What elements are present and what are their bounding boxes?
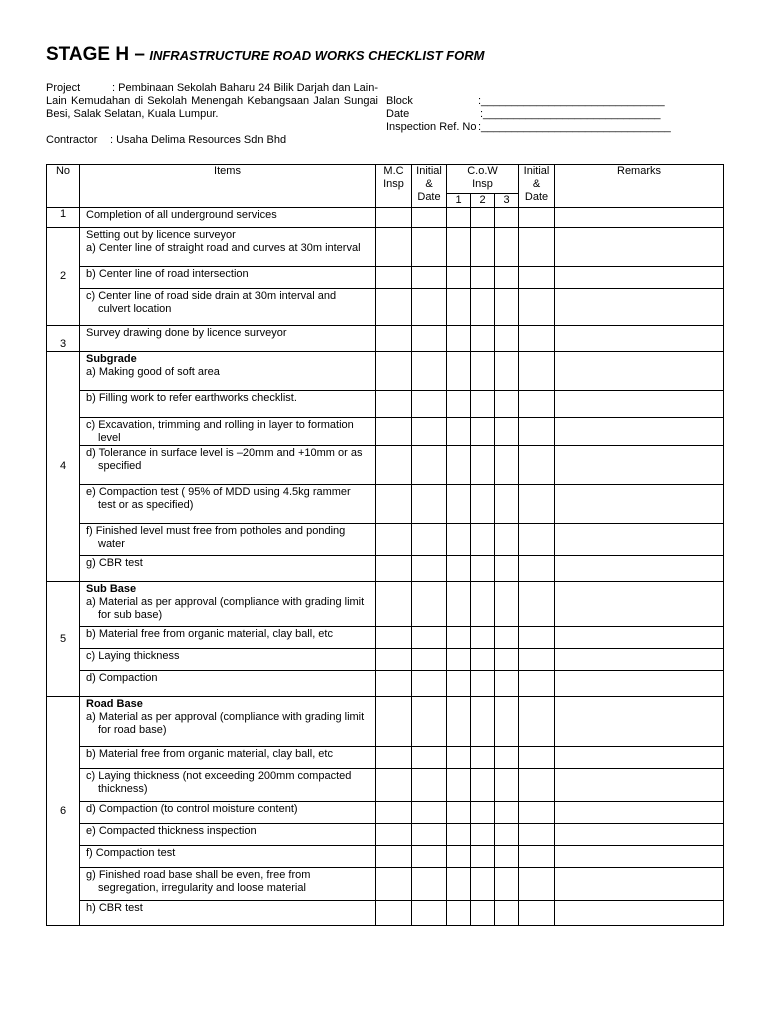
item-number: 2 <box>47 228 80 326</box>
form-subtitle: INFRASTRUCTURE ROAD WORKS CHECKLIST FORM <box>149 48 485 63</box>
remarks-cell[interactable] <box>555 868 724 901</box>
initial-date-cell[interactable] <box>412 868 447 901</box>
cow-insp-3-cell[interactable] <box>495 697 519 747</box>
cow-insp-1-cell[interactable] <box>447 289 471 326</box>
cow-insp-2-cell[interactable] <box>471 769 495 802</box>
remarks-cell[interactable] <box>555 228 724 267</box>
header-initial-date <box>412 165 447 208</box>
remarks-cell[interactable] <box>555 747 724 769</box>
cow-insp-3-cell[interactable] <box>495 627 519 649</box>
header-initial2-line1: Initial <box>523 165 550 177</box>
checklist-row <box>47 747 724 769</box>
mc-insp-cell[interactable] <box>376 901 412 926</box>
cow-insp-1-cell[interactable] <box>447 697 471 747</box>
cow-insp-3-cell[interactable] <box>495 846 519 868</box>
initial-date-2-cell[interactable] <box>519 769 555 802</box>
project-value: : Pembinaan Sekolah Baharu 24 Bilik Darjah dan Lain-Lain Kemudahan di Sekolah Menengah Kebangsaan Jalan Sungai Besi, Salak Selatan, Kuala Lumpur. <box>46 82 378 120</box>
cow-insp-2-cell[interactable] <box>471 228 495 267</box>
cow-insp-2-cell[interactable] <box>471 747 495 769</box>
remarks-cell[interactable] <box>555 649 724 671</box>
cow-insp-3-cell[interactable] <box>495 228 519 267</box>
cow-insp-1-cell[interactable] <box>447 485 471 524</box>
cow-insp-1-cell[interactable] <box>447 747 471 769</box>
section-title: Road Base <box>86 698 143 710</box>
block-field[interactable]: :______________________________ <box>478 95 665 107</box>
item-text: Setting out by licence surveyor <box>86 229 236 241</box>
initial-date-cell[interactable] <box>412 846 447 868</box>
initial-date-2-cell[interactable] <box>519 747 555 769</box>
header-mc-insp <box>376 165 412 208</box>
item-text: c) Excavation, trimming and rolling in layer to formation level <box>86 419 354 444</box>
initial-date-cell[interactable] <box>412 747 447 769</box>
item-text: g) CBR test <box>86 557 143 569</box>
initial-date-cell[interactable] <box>412 649 447 671</box>
mc-insp-cell[interactable] <box>376 418 412 446</box>
cow-insp-2-cell[interactable] <box>471 901 495 926</box>
date-label: Date <box>386 108 410 120</box>
item-text: a) Material as per approval (compliance with grading limit for sub base) <box>86 596 365 621</box>
header-remarks: Remarks <box>555 165 724 208</box>
item-description <box>80 747 376 769</box>
remarks-cell[interactable] <box>555 769 724 802</box>
initial-date-2-cell[interactable] <box>519 868 555 901</box>
item-description <box>80 671 376 697</box>
remarks-cell[interactable] <box>555 391 724 418</box>
initial-date-cell[interactable] <box>412 391 447 418</box>
item-description <box>80 485 376 524</box>
item-description <box>80 649 376 671</box>
cow-insp-2-cell[interactable] <box>471 556 495 582</box>
item-description <box>80 228 376 267</box>
initial-date-2-cell[interactable] <box>519 649 555 671</box>
mc-insp-cell[interactable] <box>376 802 412 824</box>
cow-insp-3-cell[interactable] <box>495 485 519 524</box>
cow-insp-3-cell[interactable] <box>495 769 519 802</box>
item-text: b) Filling work to refer earthworks checklist. <box>86 392 297 404</box>
mc-insp-cell[interactable] <box>376 556 412 582</box>
item-description <box>80 391 376 418</box>
mc-insp-cell[interactable] <box>376 289 412 326</box>
checklist-row <box>47 446 724 485</box>
initial-date-cell[interactable] <box>412 418 447 446</box>
cow-insp-2-cell[interactable] <box>471 868 495 901</box>
cow-insp-2-cell[interactable] <box>471 289 495 326</box>
item-text: b) Center line of road intersection <box>86 268 249 280</box>
initial-date-2-cell[interactable] <box>519 289 555 326</box>
mc-insp-cell[interactable] <box>376 446 412 485</box>
item-text: c) Laying thickness <box>86 650 180 662</box>
initial-date-2-cell[interactable] <box>519 901 555 926</box>
cow-insp-3-cell[interactable] <box>495 289 519 326</box>
checklist-row <box>47 846 724 868</box>
item-text: d) Compaction (to control moisture content) <box>86 803 298 815</box>
cow-insp-2-cell[interactable] <box>471 326 495 352</box>
checklist-table <box>46 164 724 926</box>
cow-insp-2-cell[interactable] <box>471 697 495 747</box>
header-initial2-line3: Date <box>524 191 549 203</box>
cow-insp-3-cell[interactable] <box>495 418 519 446</box>
checklist-row <box>47 824 724 846</box>
item-text: Survey drawing done by licence surveyor <box>86 327 287 339</box>
item-description <box>80 697 376 747</box>
initial-date-2-cell[interactable] <box>519 846 555 868</box>
cow-insp-1-cell[interactable] <box>447 868 471 901</box>
initial-date-2-cell[interactable] <box>519 446 555 485</box>
cow-insp-2-cell[interactable] <box>471 671 495 697</box>
cow-insp-2-cell[interactable] <box>471 418 495 446</box>
item-description <box>80 352 376 391</box>
cow-insp-1-cell[interactable] <box>447 326 471 352</box>
cow-insp-1-cell[interactable] <box>447 769 471 802</box>
item-description <box>80 901 376 926</box>
remarks-cell[interactable] <box>555 326 724 352</box>
mc-insp-cell[interactable] <box>376 747 412 769</box>
header-no: No <box>47 165 80 208</box>
initial-date-2-cell[interactable] <box>519 556 555 582</box>
mc-insp-cell[interactable] <box>376 267 412 289</box>
header-mc-line1: M.C <box>383 165 404 177</box>
remarks-cell[interactable] <box>555 352 724 391</box>
checklist-row <box>47 649 724 671</box>
cow-insp-2-cell[interactable] <box>471 846 495 868</box>
mc-insp-cell[interactable] <box>376 649 412 671</box>
initial-date-2-cell[interactable] <box>519 582 555 627</box>
cow-insp-3-cell[interactable] <box>495 446 519 485</box>
item-text: h) CBR test <box>86 902 143 914</box>
initial-date-cell[interactable] <box>412 802 447 824</box>
checklist-row <box>47 582 724 627</box>
item-description <box>80 289 376 326</box>
item-text: c) Laying thickness (not exceeding 200mm compacted thickness) <box>86 770 352 795</box>
item-text: f) Finished level must free from potholes and ponding water <box>86 525 346 550</box>
contractor-label: Contractor <box>46 134 98 146</box>
cow-insp-3-cell[interactable] <box>495 901 519 926</box>
header-mc-line2: Insp <box>383 178 404 190</box>
mc-insp-cell[interactable] <box>376 326 412 352</box>
initial-date-2-cell[interactable] <box>519 627 555 649</box>
mc-insp-cell[interactable] <box>376 485 412 524</box>
cow-insp-3-cell[interactable] <box>495 352 519 391</box>
item-text: f) Compaction test <box>86 847 176 859</box>
remarks-cell[interactable] <box>555 208 724 228</box>
remarks-cell[interactable] <box>555 485 724 524</box>
item-text: g) Finished road base shall be even, free from segregation, irregularity and loose material <box>86 869 311 894</box>
cow-insp-1-cell[interactable] <box>447 582 471 627</box>
item-text: b) Material free from organic material, clay ball, etc <box>86 628 333 640</box>
mc-insp-cell[interactable] <box>376 208 412 228</box>
cow-insp-2-cell[interactable] <box>471 802 495 824</box>
cow-insp-2-cell[interactable] <box>471 446 495 485</box>
cow-insp-2-cell[interactable] <box>471 352 495 391</box>
item-text: a) Center line of straight road and curves at 30m interval <box>86 242 361 254</box>
cow-insp-2-cell[interactable] <box>471 582 495 627</box>
cow-insp-1-cell[interactable] <box>447 418 471 446</box>
remarks-cell[interactable] <box>555 556 724 582</box>
cow-insp-2-cell[interactable] <box>471 391 495 418</box>
cow-insp-1-cell[interactable] <box>447 228 471 267</box>
cow-insp-1-cell[interactable] <box>447 846 471 868</box>
cow-insp-3-cell[interactable] <box>495 556 519 582</box>
checklist-row <box>47 228 724 267</box>
checklist-row <box>47 208 724 228</box>
item-description <box>80 802 376 824</box>
initial-date-cell[interactable] <box>412 267 447 289</box>
checklist-row <box>47 671 724 697</box>
initial-date-cell[interactable] <box>412 446 447 485</box>
remarks-cell[interactable] <box>555 802 724 824</box>
date-field[interactable]: :_____________________________ <box>480 108 661 120</box>
remarks-cell[interactable] <box>555 846 724 868</box>
item-description <box>80 846 376 868</box>
checklist-row <box>47 418 724 446</box>
checklist-row <box>47 326 724 352</box>
cow-insp-2-cell[interactable] <box>471 485 495 524</box>
initial-date-cell[interactable] <box>412 208 447 228</box>
initial-date-2-cell[interactable] <box>519 824 555 846</box>
initial-date-cell[interactable] <box>412 352 447 391</box>
initial-date-2-cell[interactable] <box>519 524 555 556</box>
remarks-cell[interactable] <box>555 446 724 485</box>
item-text: e) Compaction test ( 95% of MDD using 4.5kg rammer test or as specified) <box>86 486 351 511</box>
cow-insp-1-cell[interactable] <box>447 824 471 846</box>
mc-insp-cell[interactable] <box>376 824 412 846</box>
initial-date-2-cell[interactable] <box>519 697 555 747</box>
initial-date-2-cell[interactable] <box>519 391 555 418</box>
header-cow-insp <box>447 165 519 194</box>
header-cow-3: 3 <box>495 194 519 208</box>
checklist-row <box>47 627 724 649</box>
mc-insp-cell[interactable] <box>376 582 412 627</box>
cow-insp-3-cell[interactable] <box>495 208 519 228</box>
cow-insp-1-cell[interactable] <box>447 556 471 582</box>
checklist-row <box>47 697 724 747</box>
initial-date-2-cell[interactable] <box>519 802 555 824</box>
item-description <box>80 868 376 901</box>
cow-insp-3-cell[interactable] <box>495 747 519 769</box>
cow-insp-1-cell[interactable] <box>447 208 471 228</box>
cow-insp-3-cell[interactable] <box>495 391 519 418</box>
remarks-cell[interactable] <box>555 901 724 926</box>
item-number: 1 <box>47 208 80 228</box>
initial-date-2-cell[interactable] <box>519 418 555 446</box>
remarks-cell[interactable] <box>555 671 724 697</box>
initial-date-cell[interactable] <box>412 769 447 802</box>
cow-insp-1-cell[interactable] <box>447 352 471 391</box>
initial-date-2-cell[interactable] <box>519 352 555 391</box>
remarks-cell[interactable] <box>555 418 724 446</box>
initial-date-2-cell[interactable] <box>519 326 555 352</box>
checklist-row <box>47 901 724 926</box>
item-text: c) Center line of road side drain at 30m interval and culvert location <box>86 290 337 315</box>
item-description <box>80 524 376 556</box>
cow-insp-2-cell[interactable] <box>471 649 495 671</box>
header-items: Items <box>80 165 376 208</box>
initial-date-cell[interactable] <box>412 289 447 326</box>
initial-date-cell[interactable] <box>412 228 447 267</box>
mc-insp-cell[interactable] <box>376 769 412 802</box>
mc-insp-cell[interactable] <box>376 228 412 267</box>
stage-label: STAGE H – <box>46 44 145 65</box>
initial-date-2-cell[interactable] <box>519 485 555 524</box>
checklist-row <box>47 769 724 802</box>
initial-date-cell[interactable] <box>412 627 447 649</box>
item-number: 5 <box>47 582 80 697</box>
initial-date-cell[interactable] <box>412 556 447 582</box>
cow-insp-1-cell[interactable] <box>447 627 471 649</box>
cow-insp-1-cell[interactable] <box>447 267 471 289</box>
header-cow-line1: C.o.W <box>467 165 498 177</box>
mc-insp-cell[interactable] <box>376 391 412 418</box>
header-row <box>47 165 724 194</box>
cow-insp-2-cell[interactable] <box>471 208 495 228</box>
item-text: d) Compaction <box>86 672 158 684</box>
header-initial-line3: Date <box>417 191 441 203</box>
checklist-row <box>47 524 724 556</box>
item-description <box>80 267 376 289</box>
mc-insp-cell[interactable] <box>376 846 412 868</box>
initial-date-cell[interactable] <box>412 901 447 926</box>
checklist-row <box>47 267 724 289</box>
cow-insp-3-cell[interactable] <box>495 649 519 671</box>
cow-insp-1-cell[interactable] <box>447 391 471 418</box>
initial-date-2-cell[interactable] <box>519 208 555 228</box>
cow-insp-1-cell[interactable] <box>447 671 471 697</box>
initial-date-2-cell[interactable] <box>519 671 555 697</box>
remarks-cell[interactable] <box>555 267 724 289</box>
initial-date-cell[interactable] <box>412 671 447 697</box>
cow-insp-3-cell[interactable] <box>495 582 519 627</box>
header-initial-line2: & <box>425 178 433 190</box>
header-initial2-line2: & <box>532 178 541 190</box>
remarks-cell[interactable] <box>555 289 724 326</box>
item-number: 6 <box>47 697 80 926</box>
cow-insp-2-cell[interactable] <box>471 524 495 556</box>
remarks-cell[interactable] <box>555 582 724 627</box>
mc-insp-cell[interactable] <box>376 697 412 747</box>
project-label: Project <box>46 82 81 94</box>
cow-insp-1-cell[interactable] <box>447 802 471 824</box>
checklist-row <box>47 556 724 582</box>
cow-insp-2-cell[interactable] <box>471 824 495 846</box>
checklist-row <box>47 391 724 418</box>
item-description <box>80 824 376 846</box>
cow-insp-3-cell[interactable] <box>495 267 519 289</box>
cow-insp-2-cell[interactable] <box>471 267 495 289</box>
header-initial-line1: Initial <box>416 165 442 177</box>
form-title <box>46 44 484 66</box>
cow-insp-1-cell[interactable] <box>447 901 471 926</box>
header-cow-line2: Insp <box>472 178 493 190</box>
cow-insp-1-cell[interactable] <box>447 524 471 556</box>
section-title: Sub Base <box>86 583 137 595</box>
initial-date-cell[interactable] <box>412 485 447 524</box>
cow-insp-3-cell[interactable] <box>495 868 519 901</box>
item-description <box>80 446 376 485</box>
checklist-row <box>47 802 724 824</box>
checklist-row <box>47 485 724 524</box>
cow-insp-3-cell[interactable] <box>495 326 519 352</box>
header-initial-date-2 <box>519 165 555 208</box>
item-text: e) Compacted thickness inspection <box>86 825 257 837</box>
item-description <box>80 556 376 582</box>
item-description <box>80 418 376 446</box>
section-title: Subgrade <box>86 353 137 365</box>
item-text: Completion of all underground services <box>86 209 277 221</box>
cow-insp-3-cell[interactable] <box>495 802 519 824</box>
initial-date-cell[interactable] <box>412 582 447 627</box>
mc-insp-cell[interactable] <box>376 524 412 556</box>
cow-insp-1-cell[interactable] <box>447 446 471 485</box>
item-description <box>80 208 376 228</box>
checklist-row <box>47 289 724 326</box>
remarks-cell[interactable] <box>555 627 724 649</box>
mc-insp-cell[interactable] <box>376 352 412 391</box>
item-description <box>80 326 376 352</box>
initial-date-2-cell[interactable] <box>519 267 555 289</box>
mc-insp-cell[interactable] <box>376 627 412 649</box>
initial-date-2-cell[interactable] <box>519 228 555 267</box>
initial-date-cell[interactable] <box>412 697 447 747</box>
item-number: 3 <box>47 326 80 352</box>
item-description <box>80 627 376 649</box>
item-text: b) Material free from organic material, clay ball, etc <box>86 748 333 760</box>
cow-insp-3-cell[interactable] <box>495 671 519 697</box>
initial-date-cell[interactable] <box>412 524 447 556</box>
cow-insp-2-cell[interactable] <box>471 627 495 649</box>
item-description <box>80 769 376 802</box>
item-text: d) Tolerance in surface level is –20mm and +10mm or as specified <box>86 447 363 472</box>
header-cow-1: 1 <box>447 194 471 208</box>
checklist-row <box>47 352 724 391</box>
cow-insp-1-cell[interactable] <box>447 649 471 671</box>
item-text: a) Making good of soft area <box>86 366 220 378</box>
inspection-ref-field[interactable]: :_______________________________ <box>478 121 671 133</box>
mc-insp-cell[interactable] <box>376 671 412 697</box>
remarks-cell[interactable] <box>555 697 724 747</box>
initial-date-cell[interactable] <box>412 824 447 846</box>
header-cow-2: 2 <box>471 194 495 208</box>
item-number: 4 <box>47 352 80 582</box>
item-text: a) Material as per approval (compliance with grading limit for road base) <box>86 711 365 736</box>
cow-insp-3-cell[interactable] <box>495 824 519 846</box>
checklist-row <box>47 868 724 901</box>
item-description <box>80 582 376 627</box>
contractor-value: : Usaha Delima Resources Sdn Bhd <box>110 134 287 146</box>
mc-insp-cell[interactable] <box>376 868 412 901</box>
remarks-cell[interactable] <box>555 824 724 846</box>
initial-date-cell[interactable] <box>412 326 447 352</box>
block-label: Block <box>386 95 413 107</box>
remarks-cell[interactable] <box>555 524 724 556</box>
cow-insp-3-cell[interactable] <box>495 524 519 556</box>
inspection-ref-label: Inspection Ref. No <box>386 121 477 133</box>
